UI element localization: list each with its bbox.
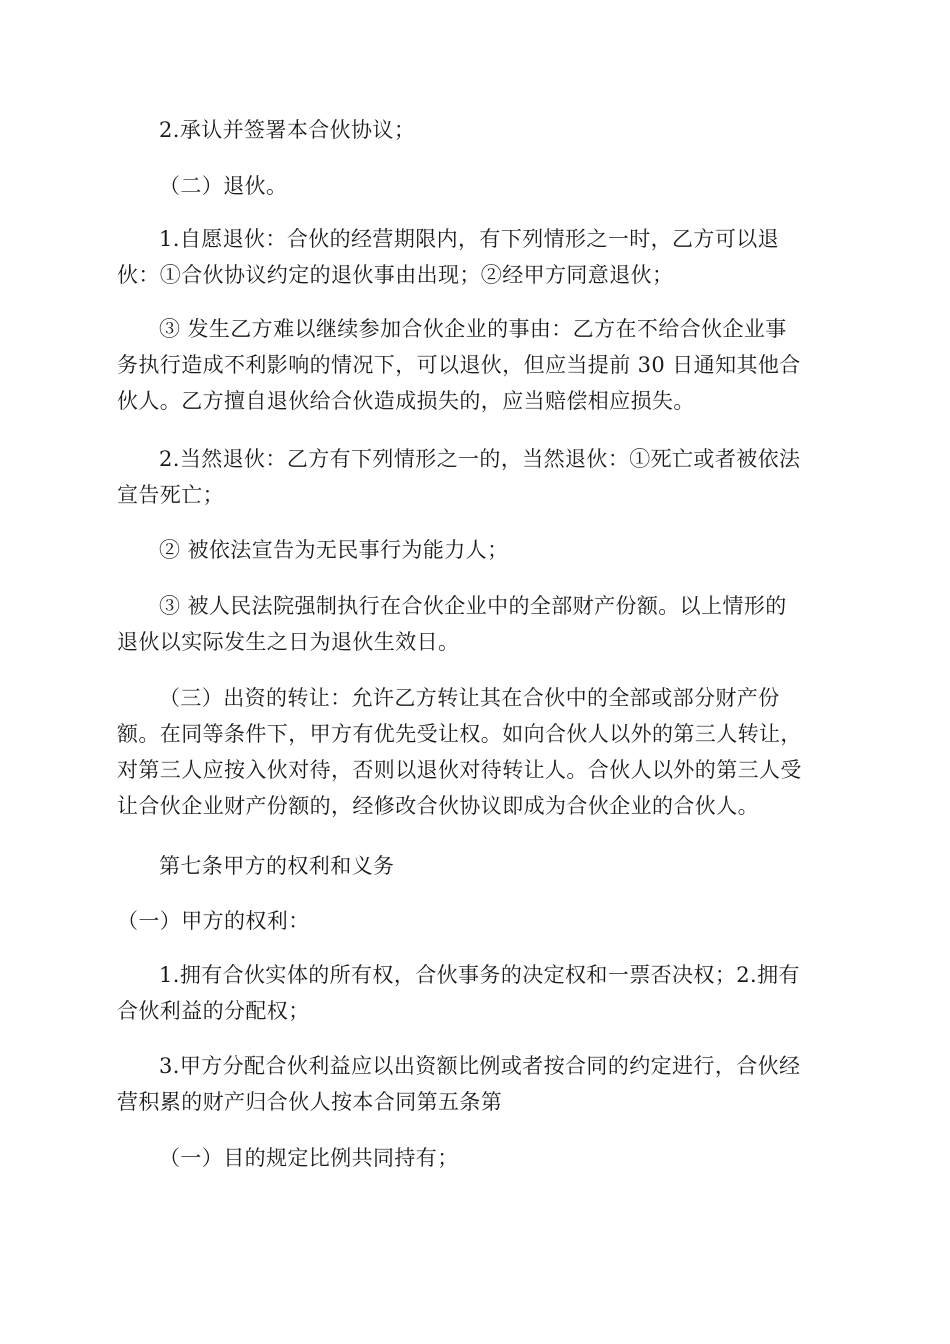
paragraph bbox=[117, 680, 833, 824]
text-line: ③ 发生乙方难以继续参加合伙企业的事由：乙方在不给合伙企业事 bbox=[159, 317, 787, 341]
text-line: 1.自愿退伙：合伙的经营期限内，有下列情形之一时，乙方可以退 bbox=[159, 227, 780, 251]
text-line: （二）退伙。 bbox=[159, 174, 288, 198]
paragraph bbox=[117, 1048, 833, 1120]
section-heading bbox=[117, 903, 833, 939]
text-line: 1.拥有合伙实体的所有权，合伙事务的决定权和一票否决权；2.拥有 bbox=[159, 963, 800, 987]
text-line: 2.承认并签署本合伙协议； bbox=[159, 118, 416, 142]
text-line: （一）甲方的权利： bbox=[117, 909, 310, 933]
article-heading bbox=[117, 848, 833, 884]
text-line: 让合伙企业财产份额的，经修改合伙协议即成为合伙企业的合伙人。 bbox=[117, 794, 759, 818]
paragraph bbox=[117, 221, 833, 293]
text-line: ② 被依法宣告为无民事行为能力人； bbox=[159, 538, 509, 562]
paragraph bbox=[117, 112, 833, 148]
text-line: 3.甲方分配合伙利益应以出资额比例或者按合同的约定进行，合伙经 bbox=[159, 1054, 801, 1078]
paragraph bbox=[117, 441, 833, 513]
text-line: 务执行造成不利影响的情况下，可以退伙，但应当提前 30 日通知其他合 bbox=[117, 353, 801, 377]
text-line: 对第三人应按入伙对待，否则以退伙对待转让人。合伙人以外的第三人受 bbox=[117, 758, 802, 782]
text-line: 合伙利益的分配权； bbox=[117, 999, 310, 1023]
paragraph bbox=[117, 532, 833, 568]
text-line: 2.当然退伙：乙方有下列情形之一的，当然退伙：①死亡或者被依法 bbox=[159, 447, 801, 471]
section-heading bbox=[117, 168, 833, 204]
paragraph bbox=[117, 311, 833, 419]
text-line: 宣告死亡； bbox=[117, 483, 224, 507]
text-line: ③ 被人民法院强制执行在合伙企业中的全部财产份额。以上情形的 bbox=[159, 594, 787, 618]
paragraph bbox=[117, 1140, 833, 1176]
text-line: 第七条甲方的权利和义务 bbox=[159, 854, 395, 878]
paragraph bbox=[117, 588, 833, 660]
text-line: 退伙以实际发生之日为退伙生效日。 bbox=[117, 630, 460, 654]
text-line: 伙人。乙方擅自退伙给合伙造成损失的，应当赔偿相应损失。 bbox=[117, 389, 695, 413]
text-line: （三）出资的转让：允许乙方转让其在合伙中的全部或部分财产份 bbox=[159, 686, 780, 710]
paragraph bbox=[117, 957, 833, 1029]
text-line: 额。在同等条件下，甲方有优先受让权。如向合伙人以外的第三人转让， bbox=[117, 722, 802, 746]
text-line: 营积累的财产归合伙人按本合同第五条第 bbox=[117, 1090, 503, 1114]
text-line: 伙：①合伙协议约定的退伙事由出现；②经甲方同意退伙； bbox=[117, 263, 674, 287]
text-line: （一）目的规定比例共同持有； bbox=[159, 1146, 459, 1170]
